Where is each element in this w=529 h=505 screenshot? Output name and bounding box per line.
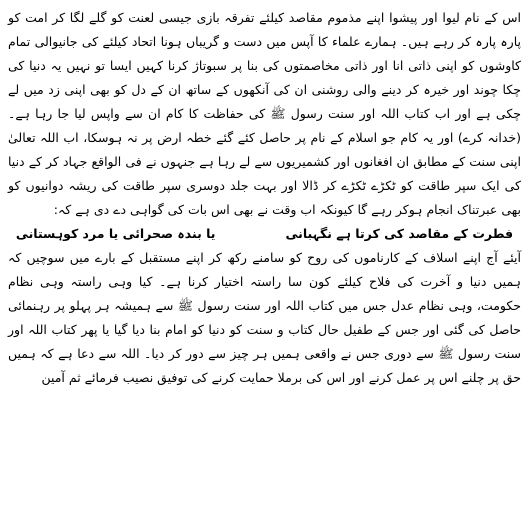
poetry-couplet [8,222,521,246]
couplet-right-verse: فطرت کے مقاصد کی کرتا ہے نگہبانی [285,226,514,241]
article-paragraph-1: اس کے نام لیوا اور پیشوا اپنے مذموم مقاصد کیلئے تفرقہ بازی جیسی لعنت کو گلے لگا کر امت کو پارہ پارہ کر رہے ہیں۔ ہمارے علماء کا آپس میں دست و گریباں ہونا اتحاد کیلئے کی جانیوالی تمام کاوشوں کو اپنی ذاتی انا اور ذاتی مخاصمتوں کی بنا پر سبوتاژ کرنا کہیں ایسا تو نہیں یہ دنیا کی چکا چوند اور خیرہ کر دینے والی روشنی ان کی آنکھوں کے ساتھ ان کے دل کو بھی اپنی زد میں لے چکی ہے اور اب کتاب اللہ اور سنت رسول ﷺ کی حفاظت کا کام ان سے واپس لیا جا رہا ہے۔ (خدانہ کرے) اور یہ کام جو اسلام کے نام پر حاصل کئے گئے خطہ ارض پر نہ ہوسکا، اب اللہ تعالیٰ اپنی سنت کے مطابق ان افغانوں اور کشمیریوں سے لے رہا ہے جنہوں نے فی الواقع جہاد کر کے دنیا کی ایک سپر طاقت کو ٹکڑے ٹکڑے کر ڈالا اور بہت جلد دوسری سپر طاقت کی ریشہ دوانیوں کو بھی عبرتناک انجام ہوکر رہے گا کیونکہ اب وقت نے بھی اس بات کی گواہی دے دی ہے کہ: [8,10,521,217]
couplet-left-verse: یا بندہ صحرائی یا مرد کوہستانی [15,226,216,241]
article-paragraph-2: آیئے آج اپنے اسلاف کے کارناموں کی روح کو سامنے رکھ کر اپنے مستقبل کے بارے میں سوچیں کہ ہمیں دنیا و آخرت کی فلاح کیلئے کون سا راستہ اختیار کرنا ہے۔ کیا وہی راستہ وہی نظام حکومت، وہی نظام عدل جس میں کتاب اللہ اور سنت رسول ﷺ سے ہمیشہ ہر پہلو پر رہنمائی حاصل کی گئی اور جس کے طفیل حال کتاب و سنت کو دنیا کو امام بنا دیا گیا یا پھر کتاب اللہ اور سنت رسول ﷺ سے دوری جس نے واقعی ہمیں ہر چیز سے دور کر دیا۔ اللہ سے دعا ہے کہ ہمیں حق پر چلنے اس پر عمل کرنے اور اس کی برملا حمایت کرنے کی توفیق نصیب فرمائے ثم آمین [8,250,521,385]
